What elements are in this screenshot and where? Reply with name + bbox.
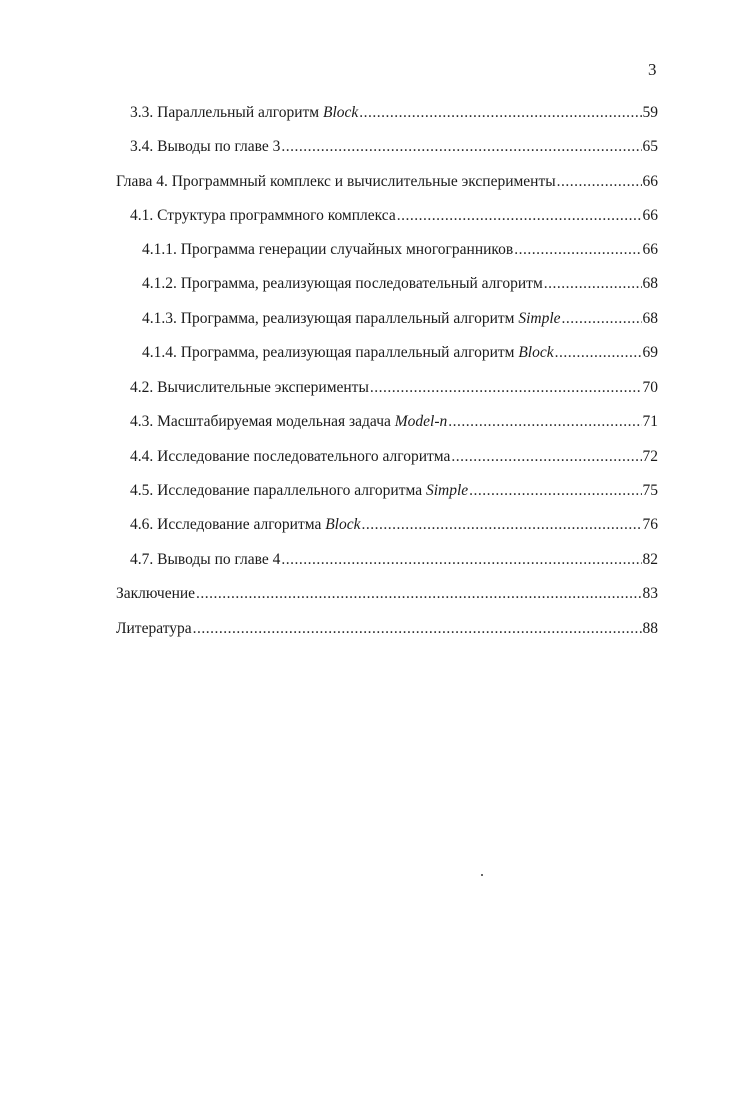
toc-entry[interactable]	[116, 169, 658, 195]
toc-leader-dots	[193, 616, 642, 642]
toc-entry-page: 70	[642, 379, 658, 396]
toc-entry[interactable]	[142, 306, 658, 332]
toc-entry[interactable]	[130, 444, 658, 470]
toc-entry[interactable]	[130, 478, 658, 504]
toc-entry[interactable]	[130, 100, 658, 126]
toc-entry-title: 4.1.4. Программа, реализующая параллельный алгоритм Block	[142, 344, 554, 361]
toc-entry[interactable]	[142, 340, 658, 366]
toc-leader-dots	[359, 100, 641, 126]
toc-entry-page: 76	[642, 516, 658, 533]
toc-leader-dots	[514, 237, 641, 263]
toc-entry[interactable]	[130, 409, 658, 435]
toc-entry-page: 82	[642, 551, 658, 568]
toc-leader-dots	[451, 444, 641, 470]
toc-entry-page: 66	[642, 207, 658, 224]
toc-entry-page: 88	[642, 620, 658, 637]
toc-entry-title: 4.6. Исследование алгоритма Block	[130, 516, 361, 533]
toc-leader-dots	[362, 512, 642, 538]
toc-leader-dots	[469, 478, 641, 504]
toc-leader-dots	[562, 306, 642, 332]
toc-entry-title-italic: Model-n	[394, 413, 448, 430]
toc-entry[interactable]	[142, 271, 658, 297]
toc-entry-title: 4.1.2. Программа, реализующая последовательный алгоритм	[142, 275, 543, 292]
toc-entry-page: 69	[642, 344, 658, 361]
toc-entry-title-italic: Block	[322, 104, 359, 121]
toc-leader-dots	[281, 547, 641, 573]
toc-entry-title: Литература	[116, 620, 192, 637]
toc-entry-title: 4.1. Структура программного комплекса	[130, 207, 396, 224]
toc-entry-page: 83	[642, 585, 658, 602]
toc-entry[interactable]	[130, 134, 658, 160]
toc-entry[interactable]	[142, 237, 658, 263]
toc-leader-dots	[555, 340, 642, 366]
toc-entry-page: 72	[642, 448, 658, 465]
toc-entry-title: Глава 4. Программный комплекс и вычислительные эксперименты	[116, 173, 556, 190]
toc-entry-title: 4.4. Исследование последовательного алгоритма	[130, 448, 451, 465]
toc-entry[interactable]	[116, 616, 658, 642]
toc-entry-title: 3.4. Выводы по главе 3	[130, 138, 281, 155]
toc-entry-title: 4.1.3. Программа, реализующая параллельный алгоритм Simple	[142, 310, 561, 327]
toc-entry-title: 4.7. Выводы по главе 4	[130, 551, 281, 568]
toc-entry-title: 4.3. Масштабируемая модельная задача Model-n	[130, 413, 448, 430]
toc-entry[interactable]	[130, 203, 658, 229]
toc-entry-page: 75	[642, 482, 658, 499]
toc-entry-title: Заключение	[116, 585, 196, 602]
toc-entry-title-italic: Simple	[425, 482, 469, 499]
toc-leader-dots	[281, 134, 641, 160]
toc-entry[interactable]	[130, 547, 658, 573]
toc-entry-page: 66	[642, 241, 658, 258]
toc-leader-dots	[397, 203, 642, 229]
scan-speck	[481, 874, 483, 876]
toc-leader-dots	[557, 169, 642, 195]
toc-entry-page: 65	[642, 138, 658, 155]
toc-entry-title-italic: Block	[518, 344, 554, 361]
toc-entry-title: 4.1.1. Программа генерации случайных многогранников	[142, 241, 514, 258]
page-number: 3	[648, 60, 657, 79]
toc-entry[interactable]	[130, 375, 658, 401]
toc-entry-page: 68	[642, 275, 658, 292]
toc-leader-dots	[544, 271, 642, 297]
toc-entry-page: 68	[642, 310, 658, 327]
toc-entry-title-italic: Block	[325, 516, 361, 533]
toc-leader-dots	[448, 409, 641, 435]
toc-entry-page: 59	[642, 104, 658, 121]
toc-entry-title-italic: Simple	[518, 310, 561, 327]
toc-entry-title: 3.3. Параллельный алгоритм Block	[130, 104, 359, 121]
toc-entry-title: 4.5. Исследование параллельного алгоритма Simple	[130, 482, 469, 499]
toc-entry-page: 66	[642, 173, 658, 190]
toc-entry[interactable]	[130, 512, 658, 538]
toc-leader-dots	[370, 375, 642, 401]
toc-entry-title: 4.2. Вычислительные эксперименты	[130, 379, 369, 396]
toc-leader-dots	[196, 581, 641, 607]
toc-entry-page: 71	[642, 413, 658, 430]
toc-entry[interactable]	[116, 581, 658, 607]
